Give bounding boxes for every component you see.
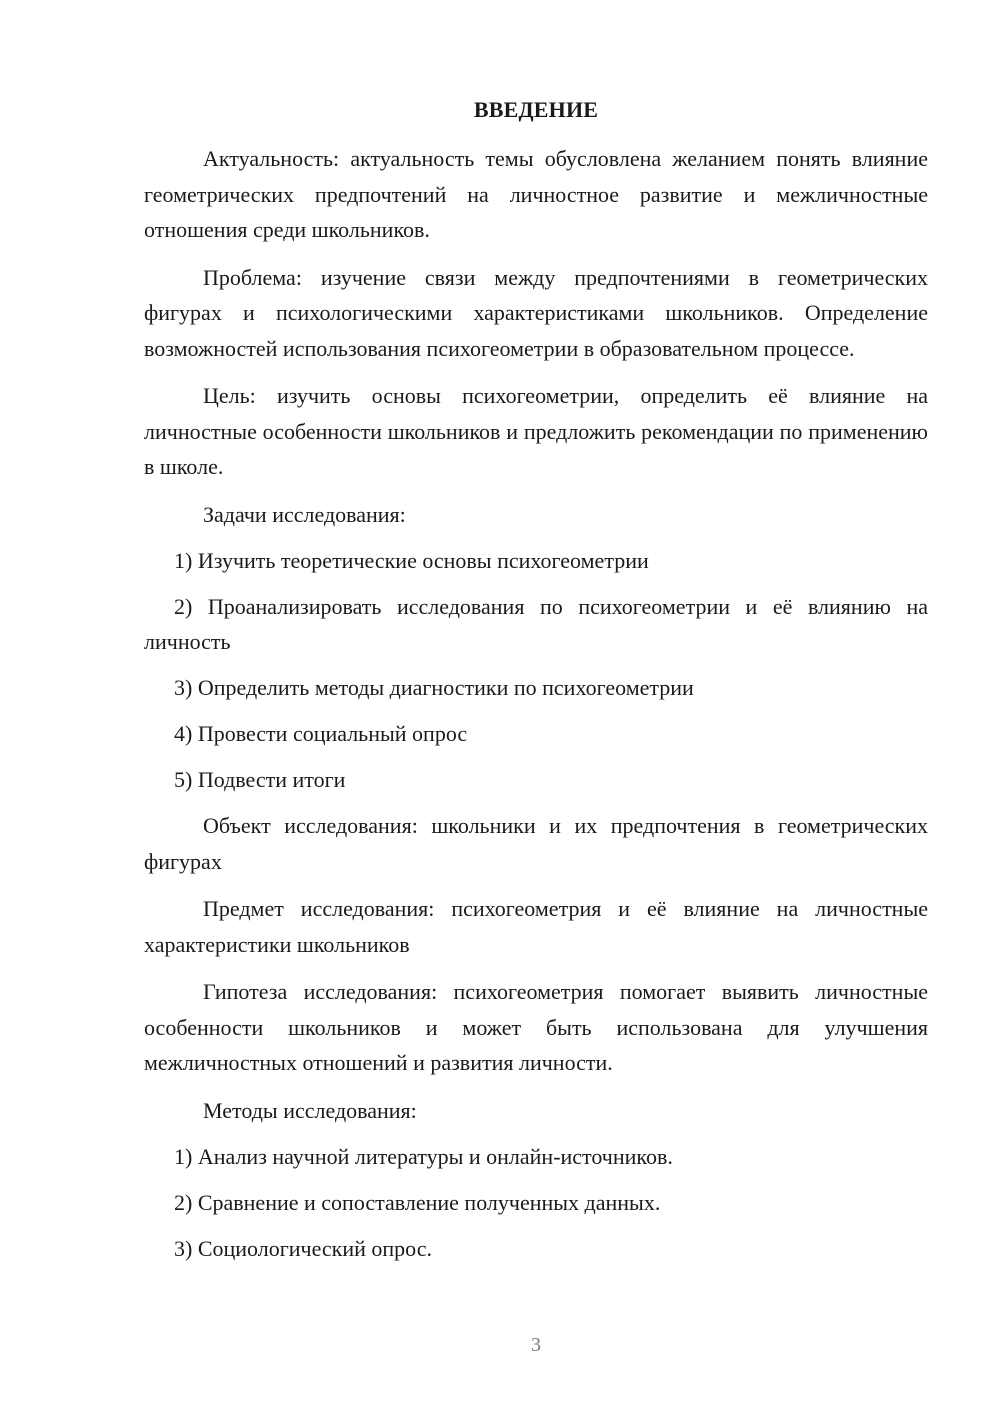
page-number: 3 [531, 1334, 541, 1356]
relevance-paragraph: Актуальность: актуальность темы обусловлена желанием понять влияние геометрических предпочтений на личностное развитие и межличностные отношения среди школьников. [144, 146, 928, 242]
task-item: 2) Проанализировать исследования по психогеометрии и её влиянию на личность [144, 593, 928, 654]
problem-paragraph: Проблема: изучение связи между предпочтениями в геометрических фигурах и психологическими характеристиками школьников. Определение возможностей использования психогеометрии в образовательном процессе. [144, 264, 928, 361]
goal-paragraph: Цель: изучить основы психогеометрии, определить её влияние на личностные особенности школьников и предложить рекомендации по применению в школе. [144, 383, 928, 479]
task-item: 1) Изучить теоретические основы психогеометрии [174, 547, 649, 573]
object-paragraph: Объект исследования: школьники и их предпочтения в геометрических фигурах [144, 813, 928, 874]
subject-paragraph: Предмет исследования: психогеометрия и её влияние на личностные характеристики школьников [144, 896, 928, 957]
method-item: 3) Социологический опрос. [174, 1235, 432, 1261]
task-item: 4) Провести социальный опрос [174, 721, 468, 746]
task-item: 3) Определить методы диагностики по психогеометрии [174, 675, 694, 700]
tasks-heading: Задачи исследования: [203, 501, 406, 527]
task-item: 5) Подвести итоги [174, 767, 346, 792]
method-item: 2) Сравнение и сопоставление полученных данных. [174, 1189, 661, 1215]
method-item: 1) Анализ научной литературы и онлайн-источников. [174, 1143, 673, 1169]
page-content [144, 92, 928, 1277]
hypothesis-paragraph: Гипотеза исследования: психогеометрия помогает выявить личностные особенности школьников и может быть использована для улучшения межличностных отношений и развития личности. [144, 979, 928, 1075]
section-title: ВВЕДЕНИЕ [473, 97, 599, 122]
methods-heading: Методы исследования: [203, 1097, 417, 1123]
